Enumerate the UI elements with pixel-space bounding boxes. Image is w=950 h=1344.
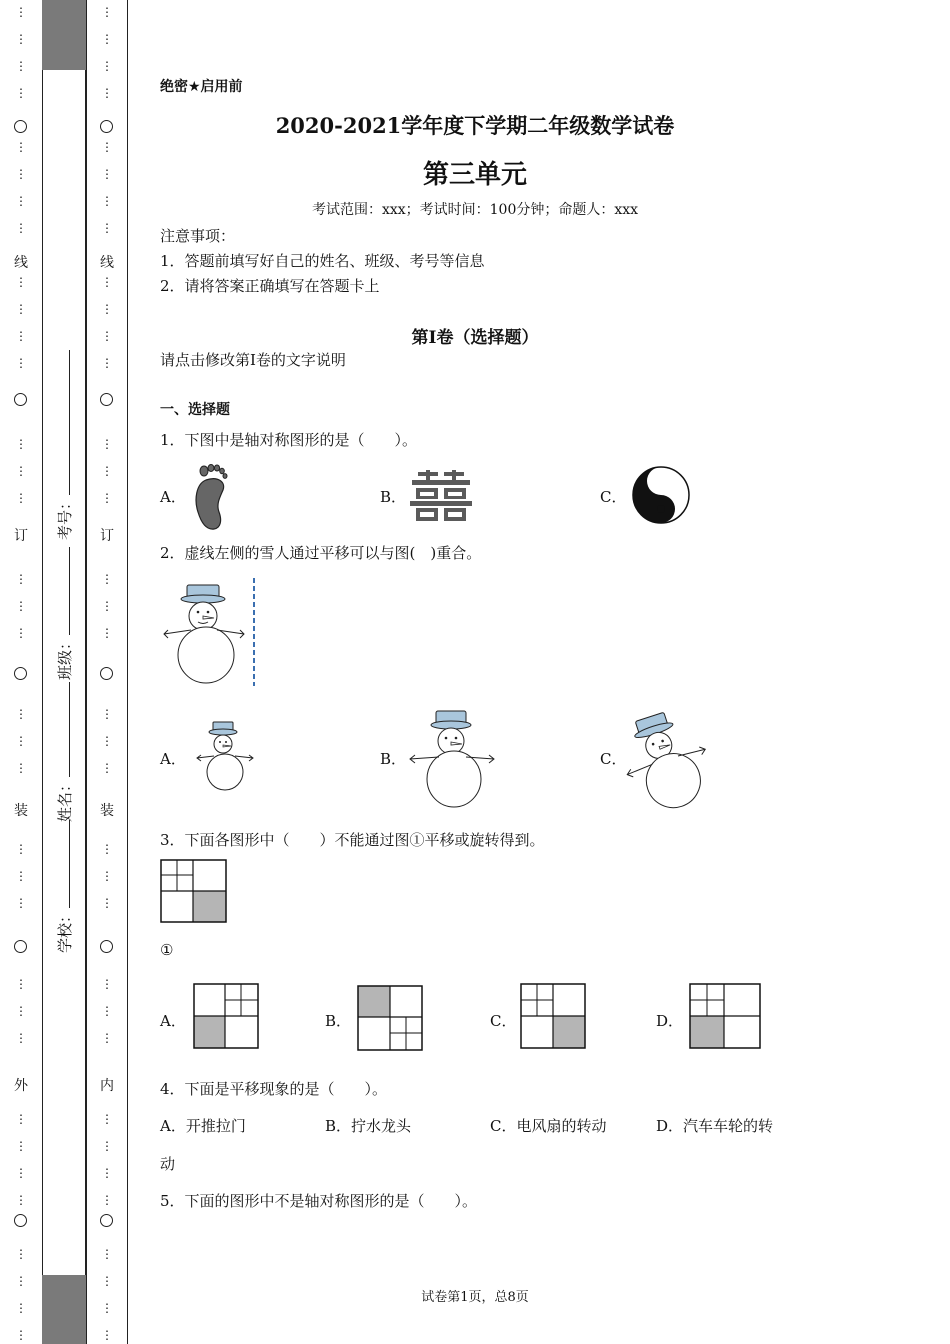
outer-hole-circle xyxy=(14,393,27,406)
dotted-mark: ⋮ xyxy=(15,275,27,289)
dotted-mark: ⋮ xyxy=(101,437,113,451)
dotted-mark: ⋮ xyxy=(101,842,113,856)
field-kaohao[interactable] xyxy=(54,350,75,540)
section-title: 一、选择题 xyxy=(160,402,230,418)
dotted-mark: ⋮ xyxy=(15,1004,27,1018)
q1-option-c-label[interactable]: C． xyxy=(600,488,627,506)
dotted-mark: ⋮ xyxy=(101,464,113,478)
grid-figure-reference xyxy=(160,859,230,925)
dotted-mark: ⋮ xyxy=(15,1193,27,1207)
inner-hole-circle xyxy=(100,393,113,406)
dotted-mark: ⋮ xyxy=(101,491,113,505)
dotted-mark: ⋮ xyxy=(101,626,113,640)
dotted-mark: ⋮ xyxy=(101,1139,113,1153)
q3-option-d-label[interactable]: D． xyxy=(656,1012,684,1030)
dotted-mark: ⋮ xyxy=(15,59,27,73)
dotted-mark: ⋮ xyxy=(101,32,113,46)
field-xingming[interactable] xyxy=(54,682,75,822)
q2-option-a-label[interactable]: A． xyxy=(160,750,186,768)
dotted-mark: ⋮ xyxy=(15,869,27,883)
snowman-reference-image xyxy=(160,578,260,688)
dotted-mark: ⋮ xyxy=(15,1274,27,1288)
dotted-mark: ⋮ xyxy=(101,1328,113,1342)
dotted-mark: ⋮ xyxy=(15,32,27,46)
inner-hole-circle xyxy=(100,940,113,953)
dotted-mark: ⋮ xyxy=(101,59,113,73)
dotted-mark: ⋮ xyxy=(101,302,113,316)
part1-desc[interactable]: 请点击修改第I卷的文字说明 xyxy=(160,351,346,369)
dotted-mark: ⋮ xyxy=(101,896,113,910)
outer-hole-circle xyxy=(14,1214,27,1227)
grid-figure-option-d xyxy=(689,983,763,1051)
q4-option-c[interactable]: C．电风扇的转动 xyxy=(490,1117,607,1135)
dotted-mark: ⋮ xyxy=(101,1004,113,1018)
dotted-mark: ⋮ xyxy=(101,221,113,235)
field-xuexiao-blank[interactable] xyxy=(57,820,70,908)
dotted-mark: ⋮ xyxy=(101,1301,113,1315)
dotted-mark: ⋮ xyxy=(15,221,27,235)
dotted-mark: ⋮ xyxy=(101,1166,113,1180)
dotted-mark: ⋮ xyxy=(101,599,113,613)
notice-title: 注意事项： xyxy=(160,227,236,245)
q2-option-c-label[interactable]: C． xyxy=(600,750,627,768)
dotted-mark: ⋮ xyxy=(101,977,113,991)
dotted-mark: ⋮ xyxy=(15,1031,27,1045)
dotted-mark: ⋮ xyxy=(101,1112,113,1126)
question-4-stem: 4．下面是平移现象的是（ ）。 xyxy=(160,1080,388,1098)
dotted-mark: ⋮ xyxy=(15,356,27,370)
field-banji[interactable] xyxy=(54,547,75,680)
dotted-mark: ⋮ xyxy=(15,140,27,154)
dotted-mark: ⋮ xyxy=(15,1166,27,1180)
q3-option-a-label[interactable]: A． xyxy=(160,1012,186,1030)
dotted-mark: ⋮ xyxy=(15,167,27,181)
part1-title: 第I卷（选择题） xyxy=(411,328,539,348)
notice-item: 1．答题前填写好自己的姓名、班级、考号等信息 xyxy=(160,252,485,270)
q1-option-b-label[interactable]: B． xyxy=(380,488,407,506)
dotted-mark: ⋮ xyxy=(101,1274,113,1288)
q4-option-d[interactable]: D．汽车车轮的转 xyxy=(656,1117,774,1135)
dotted-mark: ⋮ xyxy=(15,1247,27,1261)
outer-char-ding: 订 xyxy=(12,525,30,545)
field-banji-blank[interactable] xyxy=(57,547,70,635)
secret-label: 绝密★启用前 xyxy=(160,79,243,95)
dotted-mark: ⋮ xyxy=(101,734,113,748)
binding-gray-top xyxy=(42,0,86,70)
outer-char-xian: 线 xyxy=(12,252,30,272)
outer-hole-circle xyxy=(14,940,27,953)
dotted-mark: ⋮ xyxy=(101,140,113,154)
dotted-mark: ⋮ xyxy=(15,1139,27,1153)
question-5-stem: 5．下面的图形中不是轴对称图形的是（ ）。 xyxy=(160,1192,478,1210)
q3-option-c-label[interactable]: C． xyxy=(490,1012,517,1030)
yin-yang-image xyxy=(632,466,690,524)
dotted-mark: ⋮ xyxy=(15,302,27,316)
dotted-mark: ⋮ xyxy=(15,626,27,640)
dotted-mark: ⋮ xyxy=(101,1247,113,1261)
dotted-mark: ⋮ xyxy=(15,1112,27,1126)
grid-figure-option-a xyxy=(193,983,263,1051)
dotted-mark: ⋮ xyxy=(101,329,113,343)
dotted-mark: ⋮ xyxy=(101,356,113,370)
snowman-option-b-image xyxy=(408,707,498,811)
page-footer: 试卷第1页，总8页 xyxy=(421,1290,529,1305)
q4-option-b[interactable]: B．拧水龙头 xyxy=(325,1117,412,1135)
q3-option-b-label[interactable]: B． xyxy=(325,1012,352,1030)
dotted-mark: ⋮ xyxy=(15,1301,27,1315)
inner-char-ding: 订 xyxy=(98,525,116,545)
dotted-mark: ⋮ xyxy=(101,572,113,586)
inner-char-xian: 线 xyxy=(98,252,116,272)
question-1-stem: 1．下图中是轴对称图形的是（ ）。 xyxy=(160,431,418,449)
dotted-mark: ⋮ xyxy=(101,1031,113,1045)
dotted-mark: ⋮ xyxy=(15,977,27,991)
outer-hole-circle xyxy=(14,667,27,680)
dotted-mark: ⋮ xyxy=(15,5,27,19)
q1-option-a-label[interactable]: A． xyxy=(160,488,186,506)
notice-item: 2．请将答案正确填写在答题卡上 xyxy=(160,277,380,295)
dotted-mark: ⋮ xyxy=(15,896,27,910)
dotted-mark: ⋮ xyxy=(101,167,113,181)
dotted-mark: ⋮ xyxy=(101,869,113,883)
field-xingming-label: 姓名： xyxy=(56,776,74,822)
question-3-stem: 3．下面各图形中（ ）不能通过图①平移或旋转得到。 xyxy=(160,831,545,849)
dotted-mark: ⋮ xyxy=(15,1328,27,1342)
grid-figure-option-c xyxy=(520,983,590,1051)
dotted-mark: ⋮ xyxy=(15,491,27,505)
dotted-mark: ⋮ xyxy=(15,194,27,208)
unit-title: 第三单元 xyxy=(422,160,527,190)
outer-char-zhuang: 装 xyxy=(12,800,30,820)
dotted-mark: ⋮ xyxy=(15,437,27,451)
field-banji-label: 班级： xyxy=(56,634,74,680)
inner-char-nei: 内 xyxy=(98,1075,116,1095)
field-xuexiao[interactable] xyxy=(54,820,75,953)
exam-info: 考试范围：xxx；考试时间：100分钟；命题人：xxx xyxy=(311,202,639,218)
dotted-mark: ⋮ xyxy=(101,707,113,721)
dotted-mark: ⋮ xyxy=(15,572,27,586)
q4-option-a[interactable]: A．开推拉门 xyxy=(160,1117,246,1135)
snowman-option-a-image xyxy=(195,718,260,796)
footprint-image xyxy=(190,462,230,532)
dotted-mark: ⋮ xyxy=(101,86,113,100)
snowman-option-c-image xyxy=(632,702,724,810)
dotted-mark: ⋮ xyxy=(101,194,113,208)
dotted-mark: ⋮ xyxy=(15,599,27,613)
q2-option-b-label[interactable]: B． xyxy=(380,750,407,768)
dotted-mark: ⋮ xyxy=(15,734,27,748)
field-kaohao-label: 考号： xyxy=(56,494,74,540)
field-kaohao-blank[interactable] xyxy=(57,350,70,495)
dotted-mark: ⋮ xyxy=(101,5,113,19)
inner-hole-circle xyxy=(100,667,113,680)
inner-char-zhuang: 装 xyxy=(98,800,116,820)
dotted-mark: ⋮ xyxy=(101,275,113,289)
dotted-mark: ⋮ xyxy=(101,1193,113,1207)
dotted-mark: ⋮ xyxy=(15,464,27,478)
dotted-mark: ⋮ xyxy=(15,761,27,775)
outer-char-wai: 外 xyxy=(12,1075,30,1095)
q4-option-d-wrap: 动 xyxy=(160,1155,176,1173)
dotted-mark: ⋮ xyxy=(15,707,27,721)
grid-figure-option-b xyxy=(357,985,427,1053)
question-2-stem: 2．虚线左侧的雪人通过平移可以与图( )重合。 xyxy=(160,544,482,562)
reference-figure-label: ① xyxy=(160,941,174,959)
field-xingming-blank[interactable] xyxy=(57,682,70,777)
field-xuexiao-label: 学校： xyxy=(56,907,74,953)
dotted-mark: ⋮ xyxy=(15,842,27,856)
inner-hole-circle xyxy=(100,1214,113,1227)
dotted-mark: ⋮ xyxy=(15,329,27,343)
exam-title: 2020-2021学年度下学期二年级数学试卷 xyxy=(275,113,675,138)
dotted-mark: ⋮ xyxy=(15,86,27,100)
dotted-mark: ⋮ xyxy=(101,761,113,775)
double-happiness-image xyxy=(410,470,472,522)
